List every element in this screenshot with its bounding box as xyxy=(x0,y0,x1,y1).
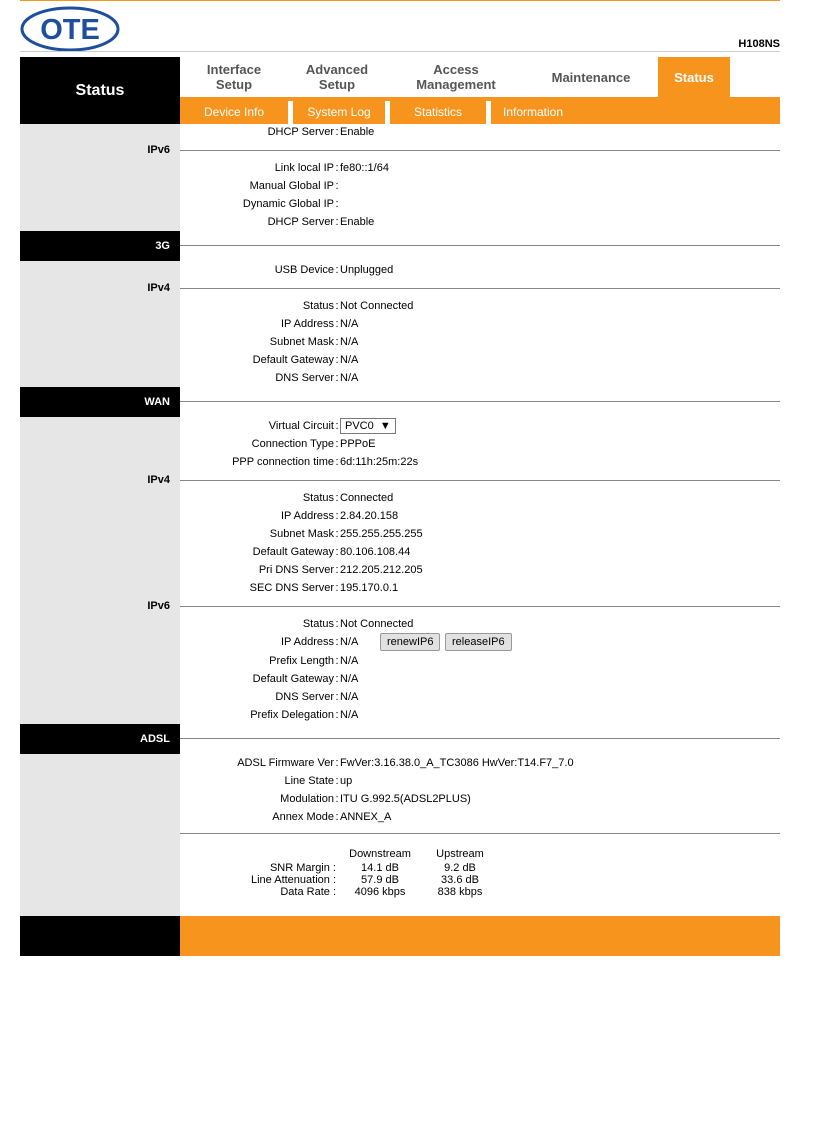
wan-subnet-mask-row: Subnet Mask : 255.255.255.255 xyxy=(180,525,780,543)
adsl-section-header: ADSL xyxy=(20,724,180,754)
field-label: Default Gateway xyxy=(252,354,334,366)
field-value: 80.106.108.44 xyxy=(340,546,411,558)
3g-section-header: 3G xyxy=(20,231,180,261)
section-divider xyxy=(180,833,780,834)
field-label: USB Device xyxy=(274,264,334,276)
tab-advanced-setup[interactable] xyxy=(290,57,384,97)
wan-section-header: WAN xyxy=(20,387,180,417)
tab-interface-setup[interactable] xyxy=(188,57,280,97)
field-label: Subnet Mask xyxy=(269,336,334,348)
usb-device-row: USB Device : Unplugged xyxy=(180,261,780,279)
field-label: DHCP Server xyxy=(267,126,334,138)
snr-margin-label: SNR Margin : xyxy=(269,862,336,874)
field-label: Prefix Delegation xyxy=(250,709,334,721)
prefix-length-row: Prefix Length : N/A xyxy=(180,652,780,670)
section-divider xyxy=(180,288,780,289)
field-label: DNS Server xyxy=(275,691,334,703)
modulation-row: Modulation : ITU G.992.5(ADSL2PLUS) xyxy=(180,790,780,808)
subtab-statistics[interactable]: Statistics xyxy=(413,105,462,119)
select-value: PVC0 xyxy=(345,420,374,432)
field-label: ADSL Firmware Ver xyxy=(237,757,334,769)
footer-left-block xyxy=(20,916,180,956)
field-label: IP Address xyxy=(281,510,334,522)
pri-dns-server-row: Pri DNS Server : 212.205.212.205 xyxy=(180,561,780,579)
field-value: 2.84.20.158 xyxy=(340,510,399,522)
adsl-firmware-row: ADSL Firmware Ver : FwVer:3.16.38.0_A_TC3086 HwVer:T14.F7_7.0 xyxy=(180,754,780,772)
field-value: Enable xyxy=(340,216,375,228)
field-label: SEC DNS Server xyxy=(249,582,334,594)
line-state-row: Line State : up xyxy=(180,772,780,790)
manual-global-ip-row: Manual Global IP : xyxy=(180,177,780,195)
field-label: Annex Mode xyxy=(272,811,334,823)
lan-dhcp-server-row: DHCP Server : Enable xyxy=(180,213,780,231)
field-value: FwVer:3.16.38.0_A_TC3086 HwVer:T14.F7_7.0 xyxy=(340,757,574,769)
virtual-circuit-select[interactable] xyxy=(340,418,396,434)
wan-ip-address-row: IP Address : 2.84.20.158 xyxy=(180,507,780,525)
field-value: 212.205.212.205 xyxy=(340,564,423,576)
section-divider xyxy=(180,606,780,607)
rate-up-value: 838 kbps xyxy=(437,886,483,898)
adsl-line-stats xyxy=(180,846,780,906)
field-value: 195.170.0.1 xyxy=(340,582,399,594)
link-local-ip-row: Link local IP : fe80::1/64 xyxy=(180,159,780,177)
footer-bar xyxy=(180,916,780,956)
prefix-delegation-row: Prefix Delegation : N/A xyxy=(180,706,780,724)
section-divider xyxy=(180,150,780,151)
tab-label-line1: Advanced xyxy=(305,62,369,77)
tab-maintenance[interactable] xyxy=(542,57,640,97)
upstream-header: Upstream xyxy=(436,848,484,860)
field-value: N/A xyxy=(340,318,359,330)
renew-ip6-button[interactable]: renewIP6 xyxy=(380,633,440,651)
3g-subnet-mask-row: Subnet Mask : N/A xyxy=(180,333,780,351)
field-label: Line State xyxy=(284,775,334,787)
section-title: Status xyxy=(20,57,180,124)
top-tabs xyxy=(180,57,780,97)
dropdown-arrow-icon: ▼ xyxy=(379,420,391,432)
3g-status-row: Status : Not Connected xyxy=(180,297,780,315)
field-value: up xyxy=(340,775,353,787)
field-value: ITU G.992.5(ADSL2PLUS) xyxy=(340,793,471,805)
subtab-system-log[interactable]: System Log xyxy=(307,105,371,119)
tab-label-line1: Interface xyxy=(206,62,262,77)
field-label: Pri DNS Server xyxy=(258,564,334,576)
release-ip6-button[interactable]: releaseIP6 xyxy=(445,633,512,651)
field-value: N/A xyxy=(340,691,359,703)
wan-ipv6-label: IPv6 xyxy=(147,600,170,612)
snr-down-value: 14.1 dB xyxy=(361,862,399,874)
field-label: Modulation xyxy=(280,793,334,805)
field-label: Default Gateway xyxy=(252,673,334,685)
field-label: Dynamic Global IP xyxy=(242,198,334,210)
field-label: Default Gateway xyxy=(252,546,334,558)
lan-dhcp-server-top: DHCP Server : Enable xyxy=(180,123,780,141)
wan-v6-dns-server-row: DNS Server : N/A xyxy=(180,688,780,706)
field-label: Status xyxy=(302,300,334,312)
3g-default-gateway-row: Default Gateway : N/A xyxy=(180,351,780,369)
model-name: H108NS xyxy=(738,38,780,50)
wan-v6-ip-address-row: IP Address : N/A renewIP6 releaseIP6 xyxy=(180,633,780,651)
rate-down-value: 4096 kbps xyxy=(354,886,406,898)
field-value: N/A xyxy=(340,655,359,667)
field-value: PPPoE xyxy=(340,438,376,450)
attenuation-down-value: 57.9 dB xyxy=(361,874,399,886)
field-label: IP Address xyxy=(281,636,334,648)
3g-ipv4-label: IPv4 xyxy=(147,282,170,294)
subtab-information[interactable]: Information xyxy=(502,105,564,119)
dynamic-global-ip-row: Dynamic Global IP : xyxy=(180,195,780,213)
lan-ipv6-label: IPv6 xyxy=(147,144,170,156)
wan-v6-default-gateway-row: Default Gateway : N/A xyxy=(180,670,780,688)
downstream-header: Downstream xyxy=(349,848,411,860)
annex-mode-row: Annex Mode : ANNEX_A xyxy=(180,808,780,826)
field-label: DHCP Server xyxy=(267,216,334,228)
field-label: DNS Server xyxy=(275,372,334,384)
field-value: Not Connected xyxy=(340,618,414,630)
tab-label-line1: Status xyxy=(674,69,714,85)
field-value: N/A xyxy=(340,336,359,348)
field-label: Connection Type xyxy=(251,438,334,450)
field-value: N/A xyxy=(340,636,359,648)
ote-logo xyxy=(20,6,120,52)
tab-label-line1: Maintenance xyxy=(551,69,631,85)
field-value: Unplugged xyxy=(340,264,394,276)
field-label: Manual Global IP xyxy=(249,180,334,192)
section-divider xyxy=(180,245,780,246)
field-value: Not Connected xyxy=(340,300,414,312)
wan-v6-status-row: Status : Not Connected xyxy=(180,615,780,633)
field-label: Virtual Circuit xyxy=(268,420,334,432)
field-label: Link local IP xyxy=(274,162,334,174)
tab-label-line2: Management xyxy=(416,77,496,92)
field-label: PPP connection time xyxy=(232,456,334,468)
line-attenuation-label: Line Attenuation : xyxy=(250,874,336,886)
section-divider xyxy=(180,401,780,402)
tab-label-line2: Setup xyxy=(215,77,253,92)
section-divider xyxy=(180,738,780,739)
connection-type-row: Connection Type : PPPoE xyxy=(180,435,780,453)
wan-status-row: Status : Connected xyxy=(180,489,780,507)
tab-access-management[interactable] xyxy=(406,57,506,97)
field-label: Subnet Mask xyxy=(269,528,334,540)
field-value: N/A xyxy=(340,372,359,384)
field-value: Connected xyxy=(340,492,394,504)
field-value: fe80::1/64 xyxy=(340,162,389,174)
tab-label-line2: Setup xyxy=(318,77,356,92)
field-label: Status xyxy=(302,492,334,504)
field-value: 6d:11h:25m:22s xyxy=(340,456,419,468)
sub-navigation xyxy=(180,97,780,124)
attenuation-up-value: 33.6 dB xyxy=(441,874,479,886)
wan-ipv4-label: IPv4 xyxy=(147,474,170,486)
field-value: N/A xyxy=(340,709,359,721)
3g-dns-server-row: DNS Server : N/A xyxy=(180,369,780,387)
field-label: Prefix Length xyxy=(269,655,334,667)
subtab-device-info[interactable]: Device Info xyxy=(203,105,265,119)
field-label: IP Address xyxy=(281,318,334,330)
field-value: N/A xyxy=(340,354,359,366)
ppp-connection-time-row: PPP connection time : 6d:11h:25m:22s xyxy=(180,453,780,471)
tab-status[interactable] xyxy=(658,57,730,97)
field-label: Status xyxy=(302,618,334,630)
field-value: Enable xyxy=(340,126,375,138)
data-rate-label: Data Rate : xyxy=(280,886,336,898)
section-divider xyxy=(180,480,780,481)
field-value: N/A xyxy=(340,673,359,685)
header-divider xyxy=(20,51,780,52)
tab-label-line1: Access xyxy=(433,62,479,77)
logo-text: OTE xyxy=(40,14,100,46)
wan-default-gateway-row: Default Gateway : 80.106.108.44 xyxy=(180,543,780,561)
3g-ip-address-row: IP Address : N/A xyxy=(180,315,780,333)
sec-dns-server-row: SEC DNS Server : 195.170.0.1 xyxy=(180,579,780,597)
main-navigation xyxy=(20,57,780,124)
snr-up-value: 9.2 dB xyxy=(444,862,476,874)
top-accent-line xyxy=(20,0,780,1)
field-value: ANNEX_A xyxy=(340,811,392,823)
virtual-circuit-row: Virtual Circuit : PVC0 ▼ xyxy=(180,417,780,435)
field-value: 255.255.255.255 xyxy=(340,528,423,540)
